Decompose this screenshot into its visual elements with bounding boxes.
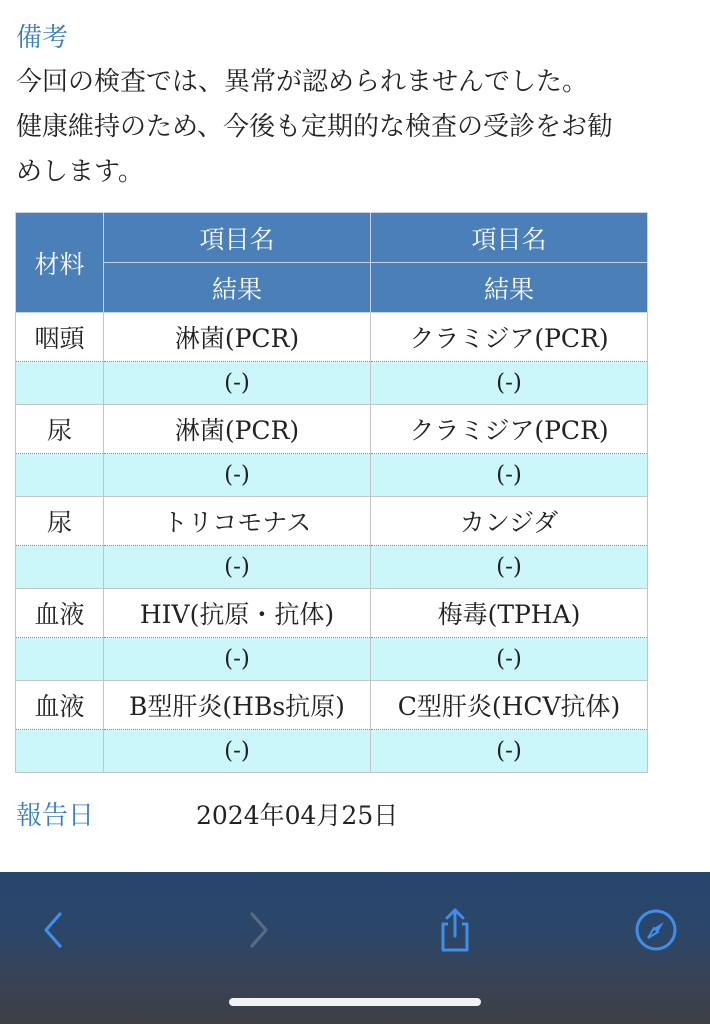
- result-cell: (-): [104, 362, 371, 405]
- compass-icon: [634, 908, 678, 952]
- header-row: [16, 263, 648, 313]
- header-item-b: 項目名: [371, 213, 648, 263]
- result-cell: (-): [104, 730, 371, 773]
- forward-icon: [240, 910, 276, 950]
- compass-button[interactable]: [626, 900, 686, 960]
- result-cell: (-): [371, 730, 648, 773]
- material-cell: 尿: [16, 497, 104, 546]
- report-date-label: 報告日: [16, 801, 95, 831]
- back-icon: [36, 910, 72, 950]
- notes-line: めします。: [16, 157, 144, 187]
- notes-label: 備考: [16, 23, 69, 53]
- item-cell: カンジダ: [371, 497, 648, 546]
- table-row: [16, 454, 648, 497]
- material-cell: 血液: [16, 681, 104, 730]
- home-indicator[interactable]: [229, 998, 481, 1006]
- header-result-b: 結果: [371, 263, 648, 313]
- table-row: [16, 497, 648, 546]
- table-row: [16, 546, 648, 589]
- table-row: [16, 638, 648, 681]
- back-button[interactable]: [24, 900, 84, 960]
- material-cell: 咽頭: [16, 313, 104, 362]
- notes-line: 今回の検査では、異常が認められませんでした。: [16, 67, 589, 97]
- table-row: [16, 589, 648, 638]
- notes-text: [16, 60, 696, 195]
- item-cell: C型肝炎(HCV抗体): [371, 681, 648, 730]
- material-cell-empty: [16, 730, 104, 773]
- table-row: [16, 681, 648, 730]
- result-cell: (-): [104, 638, 371, 681]
- header-result-a: 結果: [104, 263, 371, 313]
- material-cell-empty: [16, 362, 104, 405]
- header-item-a: 項目名: [104, 213, 371, 263]
- result-cell: (-): [104, 546, 371, 589]
- table-row: [16, 313, 648, 362]
- material-cell-empty: [16, 546, 104, 589]
- item-cell: クラミジア(PCR): [371, 405, 648, 454]
- result-cell: (-): [371, 638, 648, 681]
- share-icon: [435, 906, 475, 954]
- notes-line: 健康維持のため、今後も定期的な検査の受診をお勧: [16, 112, 613, 142]
- result-cell: (-): [371, 454, 648, 497]
- table-row: [16, 362, 648, 405]
- material-cell: 血液: [16, 589, 104, 638]
- item-cell: 淋菌(PCR): [104, 405, 371, 454]
- item-cell: 梅毒(TPHA): [371, 589, 648, 638]
- item-cell: B型肝炎(HBs抗原): [104, 681, 371, 730]
- result-cell: (-): [104, 454, 371, 497]
- material-cell-empty: [16, 638, 104, 681]
- item-cell: トリコモナス: [104, 497, 371, 546]
- table-row: [16, 405, 648, 454]
- results-table: [15, 212, 648, 773]
- result-cell: (-): [371, 362, 648, 405]
- header-row: [16, 213, 648, 263]
- material-cell-empty: [16, 454, 104, 497]
- material-cell: 尿: [16, 405, 104, 454]
- header-material: 材料: [16, 213, 104, 313]
- item-cell: 淋菌(PCR): [104, 313, 371, 362]
- item-cell: クラミジア(PCR): [371, 313, 648, 362]
- forward-button[interactable]: [228, 900, 288, 960]
- result-cell: (-): [371, 546, 648, 589]
- item-cell: HIV(抗原・抗体): [104, 589, 371, 638]
- share-button[interactable]: [425, 900, 485, 960]
- table-row: [16, 730, 648, 773]
- report-date-value: 2024年04月25日: [196, 801, 399, 830]
